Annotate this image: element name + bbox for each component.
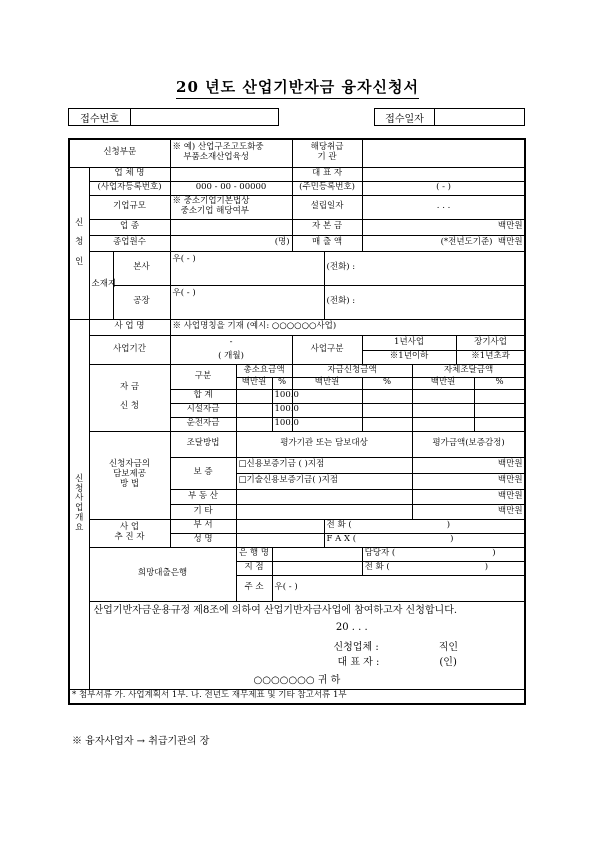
receipt-number-field[interactable]: [131, 109, 279, 126]
factory-postal-field[interactable]: 우( - ): [170, 285, 324, 302]
receipt-row: [68, 108, 525, 126]
factory-address-field[interactable]: [170, 302, 324, 319]
company-name-label: 업 체 명: [89, 167, 170, 181]
bank-branch-field[interactable]: [272, 561, 362, 575]
capital-label: 자 본 금: [292, 219, 362, 235]
collateral-method-label: 신청자금의 담보제공 방 법: [89, 431, 170, 519]
facility-request-pct[interactable]: [362, 403, 412, 417]
bank-address-field[interactable]: 우( - ): [272, 575, 525, 601]
reg-no-field[interactable]: 000 - 00 - 00000: [170, 181, 292, 195]
facility-need-amount[interactable]: [236, 403, 272, 417]
unit-pct: %: [362, 377, 412, 389]
employees-field[interactable]: (명): [170, 235, 292, 251]
operating-request-pct[interactable]: [362, 417, 412, 431]
hq-postal-field[interactable]: 우( - ): [170, 251, 324, 268]
hq-address-field[interactable]: [170, 268, 324, 285]
address-label: 소재지: [89, 251, 113, 319]
promoter-label: 사 업 추 진 자: [89, 519, 170, 547]
project-type-label: 사업구분: [292, 335, 362, 364]
promoter-phone-field[interactable]: 전 화 ( ): [324, 519, 525, 533]
section-label: 구분: [170, 364, 236, 389]
company-scale-field[interactable]: ※ 중소기업기본법상 중소기업 해당여부: [170, 195, 292, 219]
id-no-label: (주민등록번호): [292, 181, 362, 195]
sales-label: 매 출 액: [292, 235, 362, 251]
fund-request-amount[interactable]: [292, 389, 362, 403]
bank-manager-field[interactable]: 담당자 ( ): [362, 547, 525, 561]
type-longterm-option[interactable]: 장기사업: [456, 335, 525, 350]
sales-field[interactable]: (*전년도기준) 백만원: [362, 235, 525, 251]
project-period-months[interactable]: ( 개월): [170, 350, 292, 364]
receipt-date-label: 접수일자: [375, 109, 435, 126]
unit-pct: %: [474, 377, 525, 389]
other-collateral-field[interactable]: [236, 504, 412, 519]
declaration-company: 신청업체 : 직인: [333, 641, 459, 653]
other-collateral-label: 기 타: [170, 504, 236, 519]
bank-address-label: 주 소: [236, 575, 272, 601]
declaration-representative: 대 표 자 : (인): [337, 657, 457, 668]
apply-dept-example[interactable]: ※ 예) 산업구조고도화중 부품소재산업육성: [170, 139, 292, 167]
unit-mil: 백만원: [412, 377, 474, 389]
reg-no-label: (사업자등록번호): [89, 181, 170, 195]
bank-branch-label: 지 점: [236, 561, 272, 575]
appraisal-amount-label: 평가금액(보증감정): [412, 431, 525, 457]
operating-self-amount[interactable]: [412, 417, 474, 431]
employees-label: 종업원수: [89, 235, 170, 251]
promoter-name-field[interactable]: [236, 533, 324, 547]
footer-note: ※ 융자사업자 → 취급기관의 장: [72, 736, 210, 747]
row-facility-label: 시설자금: [170, 403, 236, 417]
founded-date-field[interactable]: . . .: [362, 195, 525, 219]
bank-phone-field[interactable]: 전 화 ( ): [362, 561, 525, 575]
self-funding-amount[interactable]: [412, 389, 474, 403]
row-total-label: 합 계: [170, 389, 236, 403]
facility-self-pct[interactable]: [474, 403, 525, 417]
applicant-side-label: 신 청 인: [69, 167, 89, 319]
bank-name-field[interactable]: [272, 547, 362, 561]
facility-request-amount[interactable]: [292, 403, 362, 417]
operating-need-amount[interactable]: [236, 417, 272, 431]
facility-need-pct: 100.0: [272, 403, 292, 417]
self-funding-pct[interactable]: [474, 389, 525, 403]
factory-label: 공장: [113, 285, 170, 319]
industry-label: 업 종: [89, 219, 170, 235]
guarantee-label: 보 증: [170, 457, 236, 489]
project-period-dash[interactable]: -: [170, 335, 292, 350]
desired-bank-label: 희망대출은행: [89, 547, 236, 601]
hq-label: 본사: [113, 251, 170, 285]
promoter-dept-label: 부 서: [170, 519, 236, 533]
factory-phone-field[interactable]: (전화) :: [324, 285, 525, 319]
handling-agency-field[interactable]: [362, 139, 525, 167]
promoter-name-label: 성 명: [170, 533, 236, 547]
representative-label: 대 표 자: [292, 167, 362, 181]
company-name-field[interactable]: [170, 167, 292, 181]
guarantee-kodit-amount[interactable]: 백만원: [412, 457, 525, 473]
procurement-method-label: 조달방법: [170, 431, 236, 457]
promoter-dept-field[interactable]: [236, 519, 324, 533]
application-form-table: [68, 138, 526, 705]
unit-mil: 백만원: [236, 377, 272, 389]
handling-agency-label: 해당취급 기 관: [292, 139, 362, 167]
type-longterm-note: ※1년초과: [456, 350, 525, 364]
procurement-method-value: 평가기관 또는 담보대상: [236, 431, 412, 457]
founded-date-label: 설립일자: [292, 195, 362, 219]
representative-field[interactable]: [362, 167, 525, 181]
col-fund-request: 자금신청금액: [292, 364, 412, 377]
col-total-need: 총소요금액: [236, 364, 292, 377]
overview-side-label: 신 청 사 업 개 요: [69, 319, 89, 690]
facility-self-amount[interactable]: [412, 403, 474, 417]
operating-self-pct[interactable]: [474, 417, 525, 431]
total-need-amount[interactable]: [236, 389, 272, 403]
other-collateral-amount[interactable]: 백만원: [412, 504, 525, 519]
guarantee-option-kibo[interactable]: □기술신용보증기금( )지점: [236, 473, 412, 489]
real-estate-amount[interactable]: 백만원: [412, 489, 525, 504]
guarantee-option-kodit[interactable]: □신용보증기금 ( )지점: [236, 457, 412, 473]
declaration-text: 산업기반자금운용규정 제8조에 의하여 산업기반자금사업에 참여하고자 신청합니다.: [93, 604, 458, 616]
promoter-fax-field[interactable]: F A X ( ): [324, 533, 525, 547]
form-title: 20 년도 산업기반자금 융자신청서: [0, 76, 595, 99]
total-need-pct: 100.0: [272, 389, 292, 403]
id-no-field[interactable]: ( - ): [362, 181, 525, 195]
operating-request-amount[interactable]: [292, 417, 362, 431]
operating-need-pct: 100.0: [272, 417, 292, 431]
declaration-block: [89, 601, 525, 690]
receipt-number-label: 접수번호: [69, 109, 131, 126]
unit-mil: 백만원: [292, 377, 362, 389]
fund-request-label: 자 금 신 청: [89, 364, 170, 431]
hq-phone-field[interactable]: (전화) :: [324, 251, 525, 285]
unit-pct: %: [272, 377, 292, 389]
attachments-note: * 첨부서류 가. 사업계획서 1부. 나. 전년도 재무제표 및 기타 참고서류 1부: [69, 690, 525, 704]
bank-name-label: 은 행 명: [236, 547, 272, 561]
industry-field[interactable]: [170, 219, 292, 235]
capital-field[interactable]: 백만원: [362, 219, 525, 235]
project-name-label: 사 업 명: [89, 319, 170, 335]
real-estate-field[interactable]: [236, 489, 412, 504]
declaration-date[interactable]: 20 . . .: [335, 622, 368, 633]
col-self-funding: 자체조달금액: [412, 364, 525, 377]
declaration-addressee: ○○○○○○○ 귀 하: [253, 674, 341, 686]
project-period-label: 사업기간: [89, 335, 170, 364]
row-operating-label: 운전자금: [170, 417, 236, 431]
fund-request-pct[interactable]: [362, 389, 412, 403]
project-name-field[interactable]: ※ 사업명칭을 기재 (예시: ○○○○○○사업): [170, 319, 525, 335]
guarantee-kibo-amount[interactable]: 백만원: [412, 473, 525, 489]
apply-dept-label: 신청부문: [69, 139, 170, 167]
type-1year-option[interactable]: 1년사업: [362, 335, 456, 350]
receipt-date-field[interactable]: [435, 109, 525, 126]
real-estate-label: 부 동 산: [170, 489, 236, 504]
company-scale-label: 기업규모: [89, 195, 170, 219]
type-1year-note: ※1년이하: [362, 350, 456, 364]
